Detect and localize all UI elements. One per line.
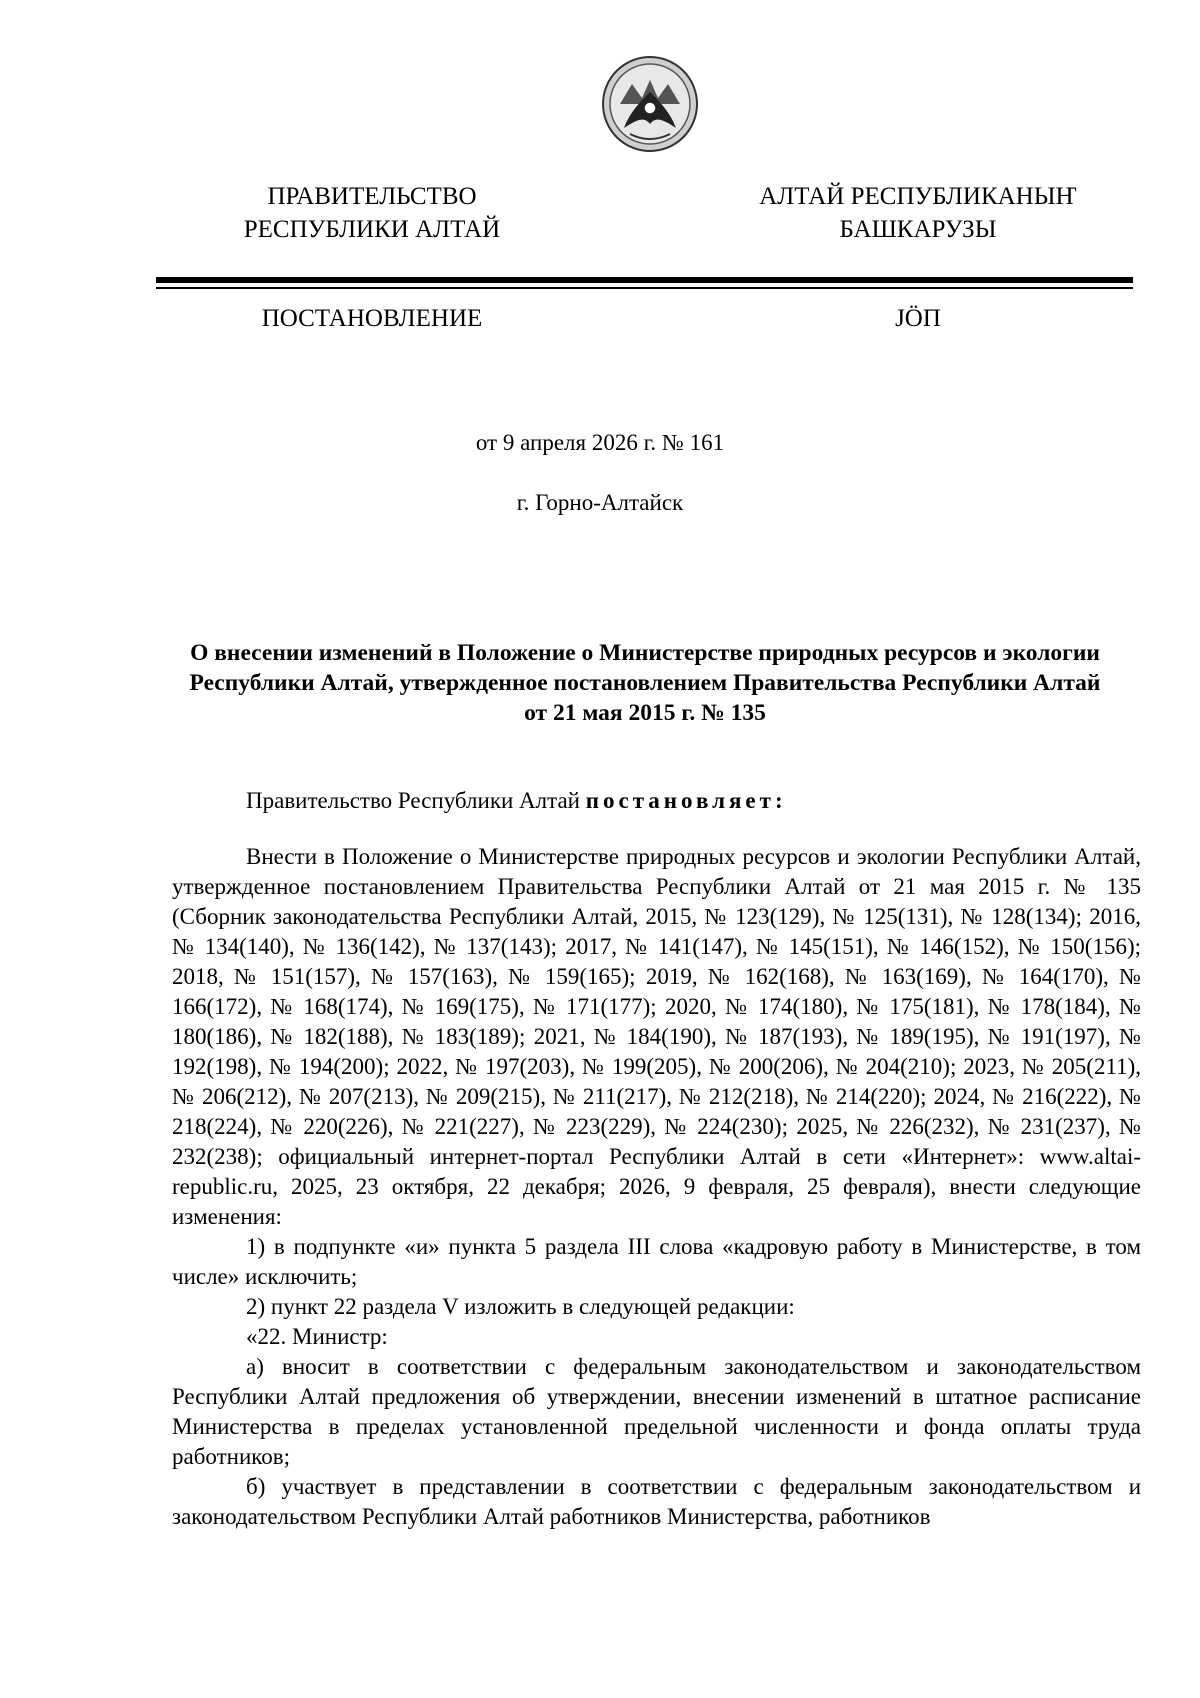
title-line-3: от 21 мая 2015 г. № 135 (524, 700, 766, 726)
body-paragraph: Внести в Положение о Министерстве природных ресурсов и экологии Республики Алтай, утвержденное постановлением Правительства Республики Алтай от 21 мая 2015 г. № 135 (Сборник законодательства Республики Алтай, 2015, № 123(129), № 125(131), № 128(134); 2016, № 134(140), № 136(142), № 137(143); 2017, № 141(147), № 145(151), № 146(152), № 150(156); 2018, № 151(157), № 157(163), № 159(165); 2019, № 162(168), № 163(169), № 164(170), № 166(172), № 168(174), № 169(175), № 171(177); 2020, № 174(180), № 175(181), № 178(184), № 180(186), № 182(188), № 183(189); 2021, № 184(190), № 187(193), № 189(195), № 191(197), № 192(198), № 194(200); 2022, № 197(203), № 199(205), № 200(206), № 204(210); 2023, № 205(211), № 206(212), № 207(213), № 209(215), № 211(217), № 212(218), № 214(220); 2024, № 216(222), № 218(224), № 220(226), № 221(227), № 223(229), № 224(230); 2025, № 226(232), № 231(237), № 232(238); официальный интернет-портал Республики Алтай в сети «Интернет»: www.altai-republic.ru, 2025, 23 октября, 22 декабря; 2026, 9 февраля, 25 февраля), внести следующие изменения: (172, 844, 1141, 1229)
decree-statement (246, 786, 787, 816)
body-paragraph: 2) пункт 22 раздела V изложить в следующей редакции: (246, 1294, 795, 1319)
header-divider-thin (156, 287, 1133, 289)
body-paragraph: б) участвует в представлении в соответствии с федеральным законодательством и законодательством Республики Алтай работников Министерства, работников (172, 1474, 1141, 1529)
header-left (182, 180, 562, 246)
body-paragraph: а) вносит в соответствии с федеральным законодательством и законодательством Республики Алтай предложения об утверждении, внесении изменений в штатное расписание Министерства в пределах установленной предельной численности и фонда оплаты труда работников; (172, 1354, 1141, 1469)
header-right-line2: БАШКАРУЗЫ (839, 216, 997, 243)
header-divider-thick (156, 277, 1133, 283)
header-left-line1: ПРАВИТЕЛЬСТВО (267, 183, 477, 210)
header-right (728, 180, 1108, 246)
body-paragraph: 1) в подпункте «и» пункта 5 раздела III слова «кадровую работу в Министерстве, в том числе» исключить; (172, 1234, 1141, 1289)
doc-type-russian: ПОСТАНОВЛЕНИЕ (261, 305, 483, 332)
header-left-line2: РЕСПУБЛИКИ АЛТАЙ (243, 216, 501, 243)
document-city: г. Горно-Алтайск (516, 490, 684, 515)
coat-of-arms-icon (600, 54, 700, 154)
document-body (172, 842, 1141, 1532)
decree-prefix: Правительство Республики Алтай (246, 788, 586, 813)
title-line-2: Республики Алтай, утвержденное постановлением Правительства Республики Алтай (189, 670, 1101, 696)
body-paragraph: «22. Министр: (246, 1324, 388, 1349)
document-date-number: от 9 апреля 2026 г. № 161 (475, 430, 725, 455)
decree-emphasis: постановляет: (585, 788, 787, 813)
title-line-1: О внесении изменений в Положение о Министерстве природных ресурсов и экологии (190, 640, 1100, 666)
header-right-line1: АЛТАЙ РЕСПУБЛИКАНЫҤ (759, 183, 1077, 210)
doc-type-altai: ЈÖП (895, 305, 941, 332)
document-title (150, 638, 1140, 728)
